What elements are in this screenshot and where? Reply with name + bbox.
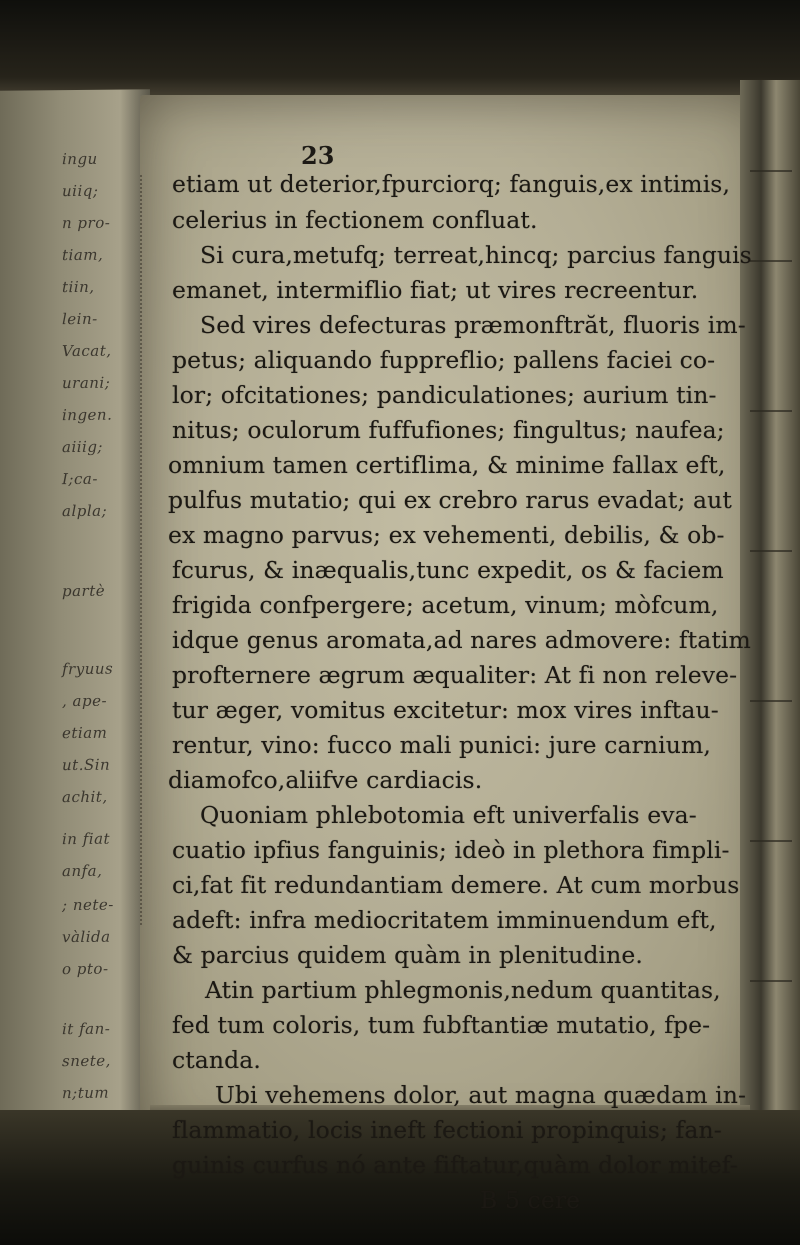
text-line: fed tum coloris, tum fubftantiæ mutatio, fpe- — [172, 1011, 711, 1039]
text-line: lor; ofcitationes; pandiculationes; aurium tin- — [172, 381, 717, 409]
text-line: ex magno parvus; ex vehementi, debilis, & ob- — [168, 521, 725, 549]
facing-page-fragment: n pro- — [62, 213, 111, 233]
facing-page-fragment: achit, — [62, 787, 108, 807]
facing-page-fragment: lein- — [62, 309, 98, 329]
text-line: adeft: infra mediocritatem imminuendum eft, — [172, 906, 717, 934]
facing-page-fragment: vàlida — [62, 927, 111, 947]
text-line: Quoniam phlebotomia eft univerfalis eva- — [200, 801, 697, 829]
text-line: guinis curfus nó ante fiftatur,quàm dolor mitef- — [172, 1151, 738, 1179]
facing-page-fragment: Vacat, — [62, 341, 112, 361]
facing-page-fragment: uiiq; — [62, 181, 99, 201]
facing-page-fragment: ut.Sin — [62, 755, 111, 775]
catchword-line: B 5 cere — [480, 1186, 581, 1214]
facing-page-fragment: aiiig; — [62, 437, 103, 457]
text-line: ctanda. — [172, 1046, 261, 1074]
text-line: Ubi vehemens dolor, aut magna quædam in- — [215, 1081, 747, 1109]
text-line: idque genus aromata,ad nares admovere: ftatim — [172, 626, 751, 654]
text-line: Si cura,metufq; terreat,hincq; parcius fanguis — [200, 241, 752, 269]
facing-page-fragment: ingen. — [62, 405, 113, 425]
facing-page-fragment: it fan- — [62, 1019, 111, 1039]
text-line: omnium tamen certiflima, & minime fallax eft, — [168, 451, 726, 479]
text-line: pulfus mutatio; qui ex crebro rarus evadat; aut — [168, 486, 732, 514]
text-line: diamofco,aliifve cardiacis. — [168, 766, 483, 794]
facing-page-fragment: o pto- — [62, 959, 109, 979]
text-line: profternere ægrum æqualiter: At fi non releve- — [172, 661, 738, 689]
facing-page-fragment: ingu — [62, 149, 98, 169]
text-line: celerius in fectionem confluat. — [172, 206, 538, 234]
text-line: Atin partium phlegmonis,nedum quantitas, — [205, 976, 721, 1004]
text-line: & parcius quidem quàm in plenitudine. — [172, 941, 643, 969]
text-line: flammatio, locis ineft fectioni propinquis; fan- — [172, 1116, 722, 1144]
text-line: frigida confpergere; acetum, vinum; mòfcum, — [172, 591, 719, 619]
text-line: ci,fat fit redundantiam demere. At cum morbus — [172, 871, 740, 899]
page-number: 23 — [301, 141, 335, 170]
facing-page-fragment: etiam — [62, 723, 108, 743]
text-line: emanet, intermiflio fiat; ut vires recreentur. — [172, 276, 699, 304]
text-line: fcurus, & inæqualis,tunc expedit, os & faciem — [172, 556, 724, 584]
facing-page-fragment: tiam, — [62, 245, 104, 265]
facing-page-fragment: in fiat — [62, 829, 111, 849]
text-line: tur æger, vomitus excitetur: mox vires inftau- — [172, 696, 719, 724]
text-line: Sed vires defecturas præmonftrăt, fluoris im- — [200, 311, 746, 339]
facing-page-fragment: partè — [62, 581, 106, 601]
text-line: petus; aliquando fuppreflio; pallens faciei co- — [172, 346, 716, 374]
facing-page-fragment: , ape- — [62, 691, 108, 711]
facing-page-fragment: fryuus — [62, 659, 114, 679]
facing-page-fragment: anfa, — [62, 861, 103, 881]
text-line: etiam ut deterior,fpurciorq; fanguis,ex intimis, — [172, 170, 731, 198]
facing-page-fragment: tiin, — [62, 277, 95, 297]
gutter-marks — [140, 175, 162, 925]
facing-page-fragment: ; nete- — [62, 895, 114, 915]
facing-page-fragment: alpla; — [62, 501, 108, 521]
facing-page-fragment: snete, — [62, 1051, 111, 1071]
facing-page-fragment: n;tum — [62, 1083, 110, 1103]
text-line: cuatio ipfius fanguinis; ideò in plethora fimpli- — [172, 836, 730, 864]
facing-page-fragment: I;ca- — [62, 469, 98, 489]
text-line: nitus; oculorum fuffufiones; fingultus; naufea; — [172, 416, 725, 444]
text-line: rentur, vino: fucco mali punici: jure carnium, — [172, 731, 711, 759]
facing-page-fragment: urani; — [62, 373, 111, 393]
